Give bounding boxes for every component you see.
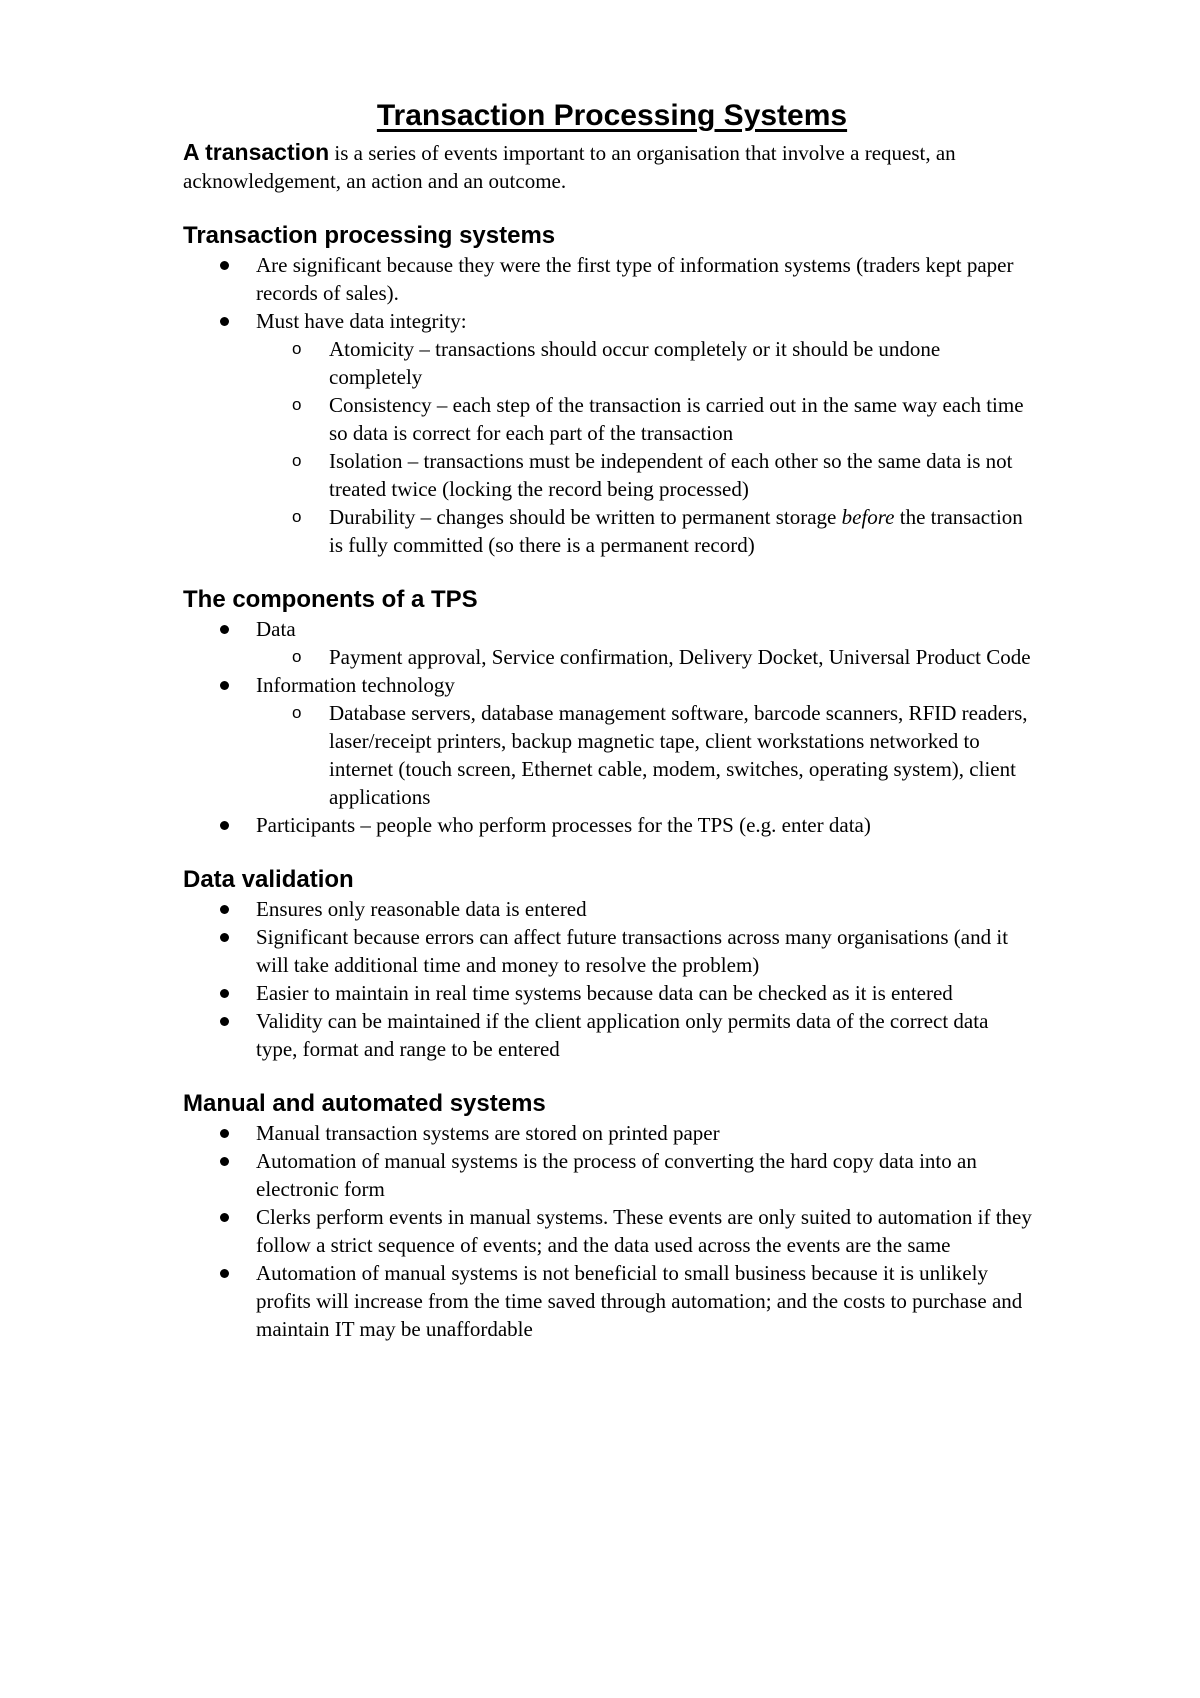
section-heading: Transaction processing systems [183,222,556,249]
sub-list-item [256,391,1033,447]
bullet-list [183,251,1033,559]
bullet-list [183,895,1033,1063]
list-item [183,979,1033,1007]
sub-bullet-icon: o [292,339,302,358]
intro-text: is a series of events important to an organisation that involve a request, an acknowledgement, an action and an outcome. [183,141,956,193]
sub-list-item [256,643,1033,671]
list-item [183,1147,1033,1203]
bullet-icon [220,681,229,690]
bullet-list [183,615,1033,839]
section-data-validation [183,865,1033,1063]
list-item-text: Manual transaction systems are stored on printed paper [256,1121,720,1145]
section-components [183,585,1033,839]
list-item-text: Data [256,617,296,641]
list-item [183,923,1033,979]
intro-lead-term: A transaction [183,139,330,165]
list-item [183,307,1033,559]
sub-bullet-icon: o [292,395,302,414]
list-item [183,1259,1033,1343]
sub-list-item-text-after: the transaction is fully committed (so there is a permanent record) [329,505,1023,557]
document-body [183,94,1033,1343]
sub-bullet-icon: o [292,507,302,526]
list-item-text: Easier to maintain in real time systems because data can be checked as it is entered [256,981,953,1005]
bullet-icon [220,1017,229,1026]
emphasis-text: before [841,505,895,529]
section-heading: Data validation [183,866,354,893]
list-item [183,811,1033,839]
section-heading: The components of a TPS [183,586,478,613]
bullet-icon [220,989,229,998]
list-item-text: Significant because errors can affect future transactions across many organisations (and it will take additional time and money to resolve the problem) [256,925,1009,977]
list-item-text: Information technology [256,673,455,697]
sub-bullet-icon: o [292,703,302,722]
list-item [183,1203,1033,1259]
list-item [183,1007,1033,1063]
bullet-list [183,1119,1033,1343]
sub-list [256,335,1033,559]
list-item-text: Automation of manual systems is the process of converting the hard copy data into an electronic form [256,1149,977,1201]
section-heading: Manual and automated systems [183,1090,546,1117]
bullet-icon [220,1213,229,1222]
list-item-text: Are significant because they were the first type of information systems (traders kept paper records of sales). [256,253,1014,305]
list-item [183,251,1033,307]
section-manual-automated [183,1089,1033,1343]
sub-list-item-text: Atomicity – transactions should occur completely or it should be undone completely [329,337,941,389]
list-item-text: Ensures only reasonable data is entered [256,897,587,921]
sub-list-item-text: Payment approval, Service confirmation, Delivery Docket, Universal Product Code [329,645,1031,669]
list-item-text: Must have data integrity: [256,309,467,333]
bullet-icon [220,933,229,942]
sub-list-item-text: Database servers, database management software, barcode scanners, RFID readers, laser/receipt printers, backup magnetic tape, client workstations networked to internet (touch screen, Ethernet cable, modem, switches, operating system), client applications [329,701,1028,809]
sub-bullet-icon: o [292,647,302,666]
list-item [183,671,1033,811]
sub-list-item [256,503,1033,559]
sub-list-item-text: Consistency – each step of the transaction is carried out in the same way each time so data is correct for each part of the transaction [329,393,1024,445]
list-item-text: Clerks perform events in manual systems. These events are only suited to automation if they follow a strict sequence of events; and the data used across the events are the same [256,1205,1032,1257]
list-item [183,615,1033,671]
list-item [183,895,1033,923]
bullet-icon [220,317,229,326]
list-item-text: Participants – people who perform processes for the TPS (e.g. enter data) [256,813,871,837]
sub-list-item [256,699,1033,811]
bullet-icon [220,905,229,914]
bullet-icon [220,821,229,830]
sub-list [256,643,1033,671]
list-item-text: Automation of manual systems is not beneficial to small business because it is unlikely profits will increase from the time saved through automation; and the costs to purchase and maintain IT may be unaffordable [256,1261,1023,1341]
bullet-icon [220,1129,229,1138]
list-item [183,1119,1033,1147]
sub-list-item [256,335,1033,391]
intro-paragraph [183,138,1033,195]
sub-list-item [256,447,1033,503]
bullet-icon [220,1269,229,1278]
sub-list [256,699,1033,811]
section-tps [183,221,1033,559]
bullet-icon [220,625,229,634]
sub-list-item-text: Isolation – transactions must be independent of each other so the same data is not treated twice (locking the record being processed) [329,449,1013,501]
bullet-icon [220,261,229,270]
list-item-text: Validity can be maintained if the client application only permits data of the correct data type, format and range to be entered [256,1009,989,1061]
document-title: Transaction Processing Systems [376,99,848,132]
bullet-icon [220,1157,229,1166]
sub-list-item-text-before: Durability – changes should be written to permanent storage [329,505,842,529]
sub-bullet-icon: o [292,451,302,470]
